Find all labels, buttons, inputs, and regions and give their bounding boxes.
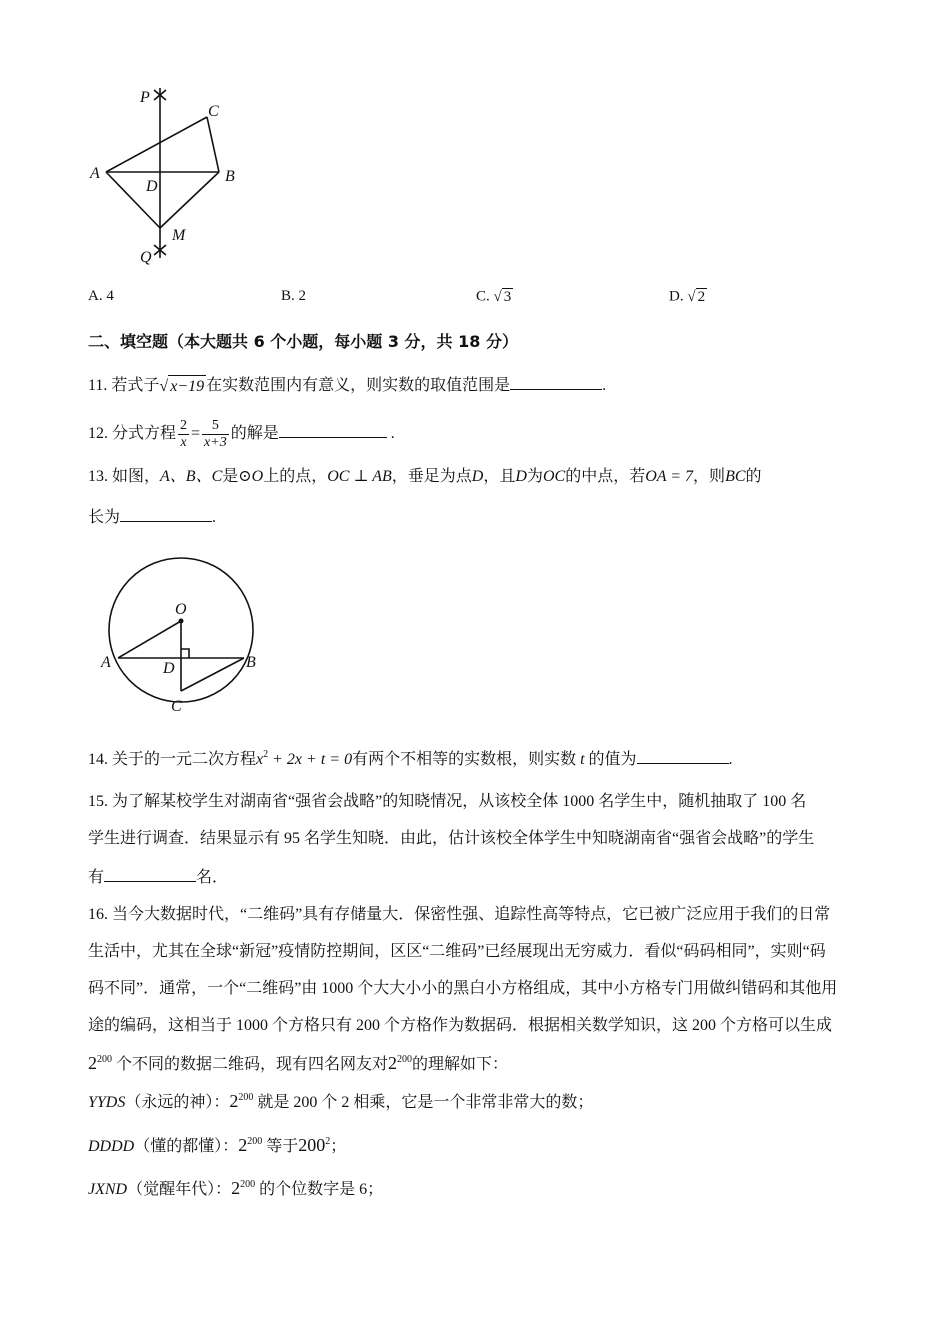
segment-bc: [181, 658, 244, 691]
question-16-line-2: 生活中，尤其在全球“新冠”疫情防控期间，区区“二维码”已经展现出无穷威力．看似“码码相同”，实则“码: [88, 943, 826, 960]
option-a: A. 4: [88, 288, 114, 304]
segment-oa: [118, 621, 181, 658]
line-cb: [207, 117, 219, 172]
label-b: B: [225, 168, 235, 185]
q12-fraction-2: $\frac{5}{x+3}$: [204, 417, 227, 450]
option-d: [669, 288, 707, 306]
line-ac: [106, 117, 207, 172]
label-a: A: [90, 165, 100, 182]
geometry-figure-pq: [80, 80, 260, 270]
option-c-sqrt: √ 3: [493, 289, 512, 305]
option-d-prefix: D.: [669, 288, 684, 305]
question-16-line-5: $2^{200}$ 个不同的数据二维码，现有四名网友对$2^{200}$的理解如下：: [88, 1053, 509, 1073]
statement-dddd: DDDD（懂的都懂）：$2^{200}$ 等于$200^2$；: [88, 1135, 347, 1155]
q15-answer-blank[interactable]: [104, 865, 196, 882]
q13-answer-blank[interactable]: [120, 505, 212, 522]
question-13-line-1: 13. 如图，A、B、C是⊙O上的点，OC ⊥ AB，垂足为点D，且D为OC的中点，若OA = 7，则BC的: [88, 468, 762, 485]
question-13-line-2: 长为 .: [88, 505, 216, 529]
question-16-line-3: 码不同”．通常，一个“二维码”由 1000 个大大小小的黑白小方格组成，其中小方格专门用做纠错码和其他用: [88, 980, 838, 997]
question-15-line-2: 学生进行调查．结果显示有 95 名学生知晓．由此，估计该校全体学生中知晓湖南省“强省会战略”的学生: [88, 830, 815, 847]
label-b: B: [246, 654, 256, 671]
q11-radical: √ x−19: [159, 375, 206, 398]
question-15-line-3: 有 名．: [88, 865, 228, 889]
question-15-line-1: 15. 为了解某校学生对湖南省“强省会战略”的知晓情况，从该校全体 1000 名学生中，随机抽取了 100 名: [88, 793, 807, 810]
question-11: 11. 若式子√ x−19 在实数范围内有意义，则实数的取值范围是 .: [88, 373, 606, 398]
question-16-line-4: 途的编码，这相当于 1000 个方格只有 200 个方格作为数据码．根据相关数学知识，这 200 个方格可以生成: [88, 1017, 833, 1034]
option-c-prefix: C.: [476, 288, 490, 305]
question-12: 12. 分式方程 $\frac{2}{x}$ = $\frac{5}{x+3}$ 的解是 .: [88, 417, 395, 450]
label-a: A: [101, 654, 111, 671]
line-bm: [160, 172, 219, 228]
label-d: D: [163, 660, 175, 677]
circle-figure: [95, 545, 270, 715]
label-o: O: [175, 601, 187, 618]
q14-answer-blank[interactable]: [637, 747, 729, 764]
statement-yyds: YYDS（永远的神）：$2^{200}$ 就是 200 个 2 相乘，它是一个非常非常大的数；: [88, 1091, 594, 1111]
q12-answer-blank[interactable]: [279, 421, 387, 438]
label-c: C: [171, 698, 182, 715]
label-m: M: [172, 227, 186, 244]
option-c: [476, 288, 513, 306]
statement-jxnd: JXND（觉醒年代）：$2^{200}$ 的个位数字是 6；: [88, 1178, 384, 1198]
label-q: Q: [140, 249, 152, 266]
question-16-line-1: 16. 当今大数据时代，“二维码”具有存储量大．保密性强、追踪性高等特点，它已被广泛应用于我们的日常: [88, 906, 831, 923]
option-b: B. 2: [281, 288, 307, 304]
label-d: D: [146, 178, 158, 195]
section-heading: 二、填空题（本大题共 6 个小题，每小题 3 分，共 18 分）: [88, 332, 518, 351]
q11-answer-blank[interactable]: [510, 373, 602, 390]
question-14: 14. 关于的一元二次方程$x^2 + 2x + t = 0$有两个不相等的实数根，则实数 t 的值为 .: [88, 749, 733, 768]
label-c: C: [208, 103, 219, 120]
label-p: P: [140, 89, 150, 106]
option-d-sqrt: √ 2: [687, 289, 706, 305]
q12-fraction-1: $\frac{2}{x}$: [180, 417, 188, 450]
